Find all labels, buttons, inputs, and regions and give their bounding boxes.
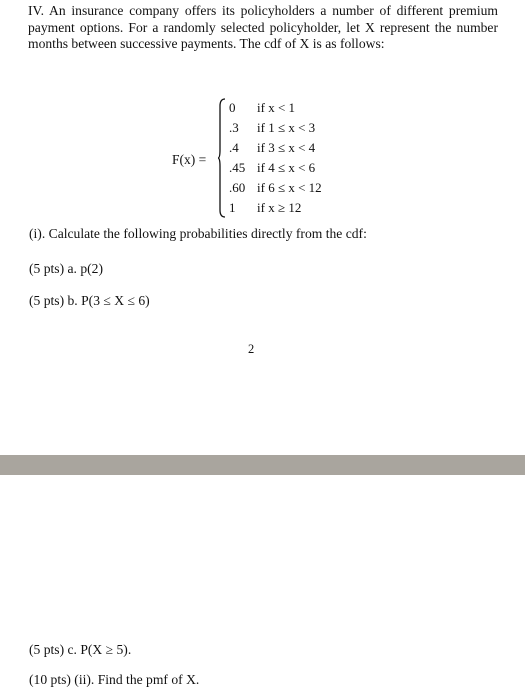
cdf-case-value: .4 xyxy=(229,140,239,155)
page-bottom xyxy=(0,475,525,693)
cdf-case-value: .45 xyxy=(229,160,246,175)
cdf-case-condition: if x ≥ 12 xyxy=(257,200,302,215)
cdf-case-value: 0 xyxy=(229,100,236,115)
cdf-lhs: F(x) = xyxy=(172,152,207,167)
cdf-case-value: 1 xyxy=(229,200,236,215)
cdf-case-condition: if x < 1 xyxy=(257,100,296,115)
part-i-instruction: (i). Calculate the following probabilities directly from the cdf: xyxy=(29,226,367,241)
cdf-case-condition: if 1 ≤ x < 3 xyxy=(257,120,316,135)
problem-intro: IV. An insurance company offers its policyholders a number of different premium payment options. For a randomly selected policyholder, let X represent the number months between successive payments. The cdf of X is as follows: xyxy=(28,3,498,51)
cdf-case-condition: if 3 ≤ x < 4 xyxy=(257,140,316,155)
cdf-case-value: .60 xyxy=(229,180,246,195)
part-i-b: (5 pts) b. P(3 ≤ X ≤ 6) xyxy=(29,293,150,308)
left-brace-icon xyxy=(218,98,226,218)
page-separator xyxy=(0,455,525,475)
cdf-definition xyxy=(0,96,525,221)
part-i-c: (5 pts) c. P(X ≥ 5). xyxy=(29,642,132,657)
part-ii-instruction: (10 pts) (ii). Find the pmf of X. xyxy=(29,672,200,687)
page-number: 2 xyxy=(248,342,255,356)
part-i-a: (5 pts) a. p(2) xyxy=(29,261,103,276)
cdf-case-condition: if 4 ≤ x < 6 xyxy=(257,160,316,175)
cdf-case-condition: if 6 ≤ x < 12 xyxy=(257,180,322,195)
cdf-case-value: .3 xyxy=(229,120,239,135)
